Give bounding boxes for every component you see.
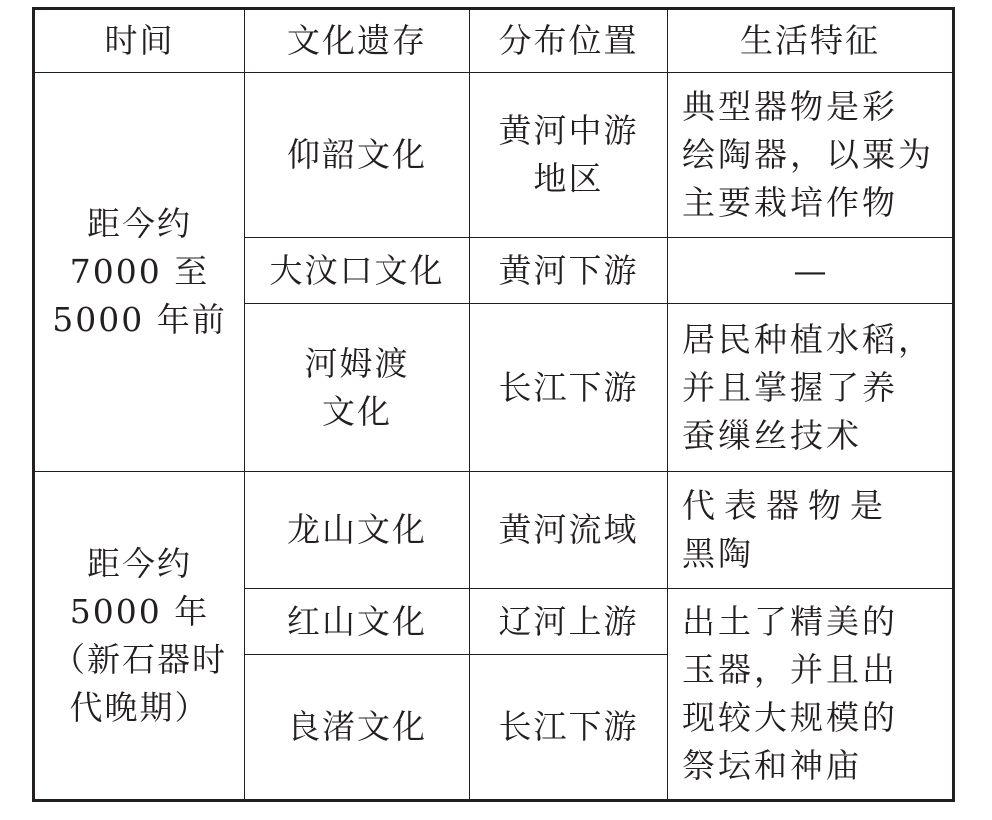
- period-cell: [34, 73, 245, 472]
- feature-cell: [668, 589, 954, 801]
- feature-line: 黑陶: [682, 534, 754, 573]
- feature-line: 并且掌握了养: [682, 367, 898, 407]
- period-line: 5000 年前: [52, 300, 227, 339]
- feature-line: 主要栽培作物: [682, 183, 898, 222]
- location-cell: [470, 472, 668, 589]
- feature-line: 祭坛和神庙: [682, 746, 862, 785]
- culture-name: 河姆渡: [304, 343, 410, 383]
- location-line: 黄河下游: [498, 250, 639, 290]
- culture-table: [32, 7, 955, 802]
- feature-cell: [668, 238, 954, 304]
- header-row: [34, 9, 954, 73]
- culture-cell: [245, 73, 470, 238]
- culture-name: 大汶口文化: [269, 250, 445, 290]
- culture-cell: [245, 655, 470, 801]
- culture-name: 红山文化: [287, 601, 427, 641]
- location-cell: [470, 589, 668, 655]
- location-cell: [470, 655, 668, 801]
- header-time: 时间: [34, 9, 245, 73]
- culture-name: 仰韶文化: [287, 135, 427, 174]
- feature-line: 玉器，并且出: [682, 650, 898, 689]
- location-cell: [470, 73, 668, 238]
- feature-cell: [668, 73, 954, 238]
- period-cell: [34, 472, 245, 801]
- feature-cell: [668, 472, 954, 589]
- culture-name: 良渚文化: [287, 707, 427, 746]
- feature-line: 居民种植水稻，: [682, 319, 934, 359]
- period-line: 7000 至: [69, 252, 210, 291]
- feature-cell: [668, 304, 954, 472]
- header-culture: 文化遗存: [245, 9, 470, 73]
- culture-name: 文化: [322, 391, 392, 431]
- culture-name: 龙山文化: [287, 510, 427, 549]
- location-line: 黄河流域: [498, 510, 639, 549]
- table-row: [34, 73, 954, 238]
- feature-line: 出土了精美的: [682, 602, 898, 641]
- feature-line: 绘陶器，以粟为: [682, 135, 934, 174]
- period-line: （新石器时: [52, 639, 227, 679]
- location-line: 辽河上游: [498, 601, 639, 641]
- period-line: 代晚期）: [69, 687, 210, 727]
- period-line: 距今约: [87, 204, 192, 243]
- feature-line: 蚕缫丝技术: [682, 415, 862, 455]
- location-line: 黄河中游: [498, 111, 639, 150]
- culture-cell: [245, 304, 470, 472]
- culture-cell: [245, 238, 470, 304]
- location-cell: [470, 238, 668, 304]
- header-feature: 生活特征: [668, 9, 954, 73]
- feature-dash: —: [793, 250, 827, 290]
- culture-cell: [245, 589, 470, 655]
- table-row: [34, 472, 954, 589]
- location-cell: [470, 304, 668, 472]
- feature-line: 代表器物是: [682, 486, 892, 525]
- culture-cell: [245, 472, 470, 589]
- header-location: 分布位置: [470, 9, 668, 73]
- location-line: 地区: [533, 159, 604, 198]
- location-line: 长江下游: [498, 707, 639, 746]
- location-line: 长江下游: [498, 367, 639, 407]
- period-line: 距今约: [87, 543, 192, 583]
- feature-line: 现较大规模的: [682, 698, 898, 737]
- period-line: 5000 年: [69, 591, 210, 631]
- feature-line: 典型器物是彩: [682, 87, 898, 126]
